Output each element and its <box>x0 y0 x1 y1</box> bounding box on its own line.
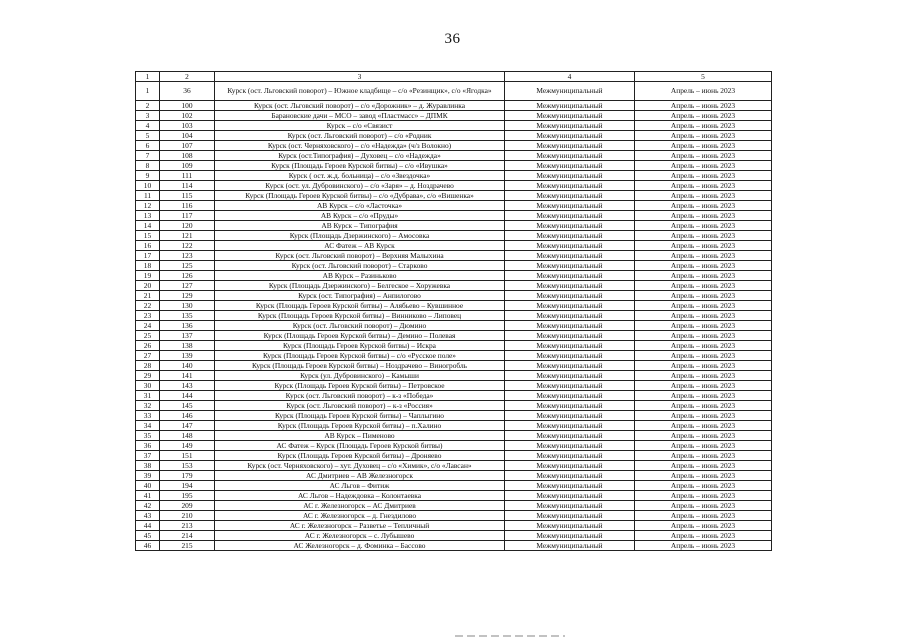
route-name-cell: Курск (ост. Льговский поворот) – Старково <box>215 261 505 271</box>
route-number-cell: 129 <box>160 291 215 301</box>
route-type-cell: Межмуниципальный <box>505 541 635 551</box>
period-cell: Апрель – июнь 2023 <box>635 541 772 551</box>
route-type-cell: Межмуниципальный <box>505 251 635 261</box>
table-row <box>136 411 772 421</box>
route-number-cell: 123 <box>160 251 215 261</box>
period-cell: Апрель – июнь 2023 <box>635 481 772 491</box>
route-type-cell: Межмуниципальный <box>505 291 635 301</box>
table-row <box>136 441 772 451</box>
routes-table <box>135 71 772 551</box>
route-name-cell: Курск (ост.Типография) – Духовец – с/о «Надежда» <box>215 151 505 161</box>
route-type-cell: Межмуниципальный <box>505 271 635 281</box>
route-type-cell: Межмуниципальный <box>505 82 635 101</box>
route-number-cell: 143 <box>160 381 215 391</box>
table-row <box>136 311 772 321</box>
table-row <box>136 111 772 121</box>
route-type-cell: Межмуниципальный <box>505 361 635 371</box>
period-cell: Апрель – июнь 2023 <box>635 511 772 521</box>
route-type-cell: Межмуниципальный <box>505 421 635 431</box>
row-number-cell: 2 <box>136 101 160 111</box>
route-type-cell: Межмуниципальный <box>505 221 635 231</box>
route-type-cell: Межмуниципальный <box>505 441 635 451</box>
table-row <box>136 341 772 351</box>
route-type-cell: Межмуниципальный <box>505 411 635 421</box>
table-row <box>136 471 772 481</box>
period-cell: Апрель – июнь 2023 <box>635 401 772 411</box>
route-number-cell: 210 <box>160 511 215 521</box>
table-row <box>136 381 772 391</box>
route-number-cell: 138 <box>160 341 215 351</box>
route-type-cell: Межмуниципальный <box>505 471 635 481</box>
table-row <box>136 131 772 141</box>
table-row <box>136 431 772 441</box>
row-number-cell: 15 <box>136 231 160 241</box>
table-row <box>136 231 772 241</box>
column-header-route-name: 3 <box>215 72 505 82</box>
period-cell: Апрель – июнь 2023 <box>635 211 772 221</box>
row-number-cell: 41 <box>136 491 160 501</box>
route-number-cell: 195 <box>160 491 215 501</box>
route-type-cell: Межмуниципальный <box>505 331 635 341</box>
row-number-cell: 9 <box>136 171 160 181</box>
period-cell: Апрель – июнь 2023 <box>635 261 772 271</box>
route-name-cell: АВ Курск – с/о «Ласточка» <box>215 201 505 211</box>
route-number-cell: 116 <box>160 201 215 211</box>
period-cell: Апрель – июнь 2023 <box>635 451 772 461</box>
route-name-cell: АС Льгов – Надеждовка – Колонтаевка <box>215 491 505 501</box>
route-number-cell: 135 <box>160 311 215 321</box>
period-cell: Апрель – июнь 2023 <box>635 361 772 371</box>
row-number-cell: 14 <box>136 221 160 231</box>
table-row <box>136 531 772 541</box>
period-cell: Апрель – июнь 2023 <box>635 331 772 341</box>
table-row <box>136 181 772 191</box>
route-name-cell: Курск (Площадь Героев Курской битвы) – Ноздрачево – Виногробль <box>215 361 505 371</box>
route-number-cell: 146 <box>160 411 215 421</box>
period-cell: Апрель – июнь 2023 <box>635 371 772 381</box>
route-number-cell: 102 <box>160 111 215 121</box>
route-name-cell: Курск (Площадь Дзержинского) – Амосовка <box>215 231 505 241</box>
table-row <box>136 461 772 471</box>
column-header-route-type: 4 <box>505 72 635 82</box>
row-number-cell: 20 <box>136 281 160 291</box>
route-type-cell: Межмуниципальный <box>505 241 635 251</box>
route-name-cell: АС Фатеж – АВ Курск <box>215 241 505 251</box>
route-type-cell: Межмуниципальный <box>505 501 635 511</box>
route-type-cell: Межмуниципальный <box>505 311 635 321</box>
table-row <box>136 371 772 381</box>
route-name-cell: Барановские дачи – МСО – завод «Пластмасс» – ДПМК <box>215 111 505 121</box>
row-number-cell: 38 <box>136 461 160 471</box>
period-cell: Апрель – июнь 2023 <box>635 101 772 111</box>
row-number-cell: 44 <box>136 521 160 531</box>
row-number-cell: 36 <box>136 441 160 451</box>
route-type-cell: Межмуниципальный <box>505 121 635 131</box>
route-number-cell: 140 <box>160 361 215 371</box>
route-name-cell: АС Дмитриев – АВ Железногорск <box>215 471 505 481</box>
route-name-cell: Курск (ост. Льговский поворот) – Южное кладбище – с/о «Резинщик», с/о «Ягодка» <box>215 82 505 101</box>
route-type-cell: Межмуниципальный <box>505 231 635 241</box>
row-number-cell: 32 <box>136 401 160 411</box>
table-row <box>136 241 772 251</box>
route-number-cell: 149 <box>160 441 215 451</box>
route-name-cell: Курск (Площадь Дзержинского) – Белгеское – Хоружевка <box>215 281 505 291</box>
route-number-cell: 147 <box>160 421 215 431</box>
route-name-cell: АС г. Железногорск – АС Дмитриев <box>215 501 505 511</box>
route-name-cell: Курск (ост. Черняховского) – с/о «Надежда» (ч/з Волокно) <box>215 141 505 151</box>
period-cell: Апрель – июнь 2023 <box>635 501 772 511</box>
route-number-cell: 108 <box>160 151 215 161</box>
table-row <box>136 121 772 131</box>
table-row <box>136 401 772 411</box>
route-name-cell: Курск (Площадь Героев Курской битвы) – Искра <box>215 341 505 351</box>
route-name-cell: Курск (Площадь Героев Курской битвы) – Винниково – Липовец <box>215 311 505 321</box>
row-number-cell: 13 <box>136 211 160 221</box>
page-number: 36 <box>444 31 461 47</box>
route-type-cell: Межмуниципальный <box>505 371 635 381</box>
route-number-cell: 107 <box>160 141 215 151</box>
route-number-cell: 137 <box>160 331 215 341</box>
row-number-cell: 7 <box>136 151 160 161</box>
row-number-cell: 39 <box>136 471 160 481</box>
row-number-cell: 29 <box>136 371 160 381</box>
route-type-cell: Межмуниципальный <box>505 201 635 211</box>
row-number-cell: 5 <box>136 131 160 141</box>
table-row <box>136 141 772 151</box>
route-number-cell: 130 <box>160 301 215 311</box>
table-row <box>136 351 772 361</box>
row-number-cell: 3 <box>136 111 160 121</box>
route-name-cell: Курск (Площадь Героев Курской битвы) – с/о «Русское поле» <box>215 351 505 361</box>
period-cell: Апрель – июнь 2023 <box>635 391 772 401</box>
route-number-cell: 109 <box>160 161 215 171</box>
route-number-cell: 114 <box>160 181 215 191</box>
row-number-cell: 24 <box>136 321 160 331</box>
table-row <box>136 281 772 291</box>
period-cell: Апрель – июнь 2023 <box>635 231 772 241</box>
row-number-cell: 6 <box>136 141 160 151</box>
row-number-cell: 27 <box>136 351 160 361</box>
route-type-cell: Межмуниципальный <box>505 491 635 501</box>
period-cell: Апрель – июнь 2023 <box>635 431 772 441</box>
route-number-cell: 125 <box>160 261 215 271</box>
route-type-cell: Межмуниципальный <box>505 191 635 201</box>
route-name-cell: Курск (Площадь Героев Курской битвы) – Алябьево – Кувшинное <box>215 301 505 311</box>
route-number-cell: 209 <box>160 501 215 511</box>
period-cell: Апрель – июнь 2023 <box>635 461 772 471</box>
period-cell: Апрель – июнь 2023 <box>635 151 772 161</box>
route-number-cell: 36 <box>160 82 215 101</box>
period-cell: Апрель – июнь 2023 <box>635 191 772 201</box>
period-cell: Апрель – июнь 2023 <box>635 321 772 331</box>
route-number-cell: 103 <box>160 121 215 131</box>
period-cell: Апрель – июнь 2023 <box>635 201 772 211</box>
table-row <box>136 511 772 521</box>
route-name-cell: Курск (Площадь Героев Курской битвы) – с/о «Ивушка» <box>215 161 505 171</box>
table-row <box>136 251 772 261</box>
row-number-cell: 17 <box>136 251 160 261</box>
route-name-cell: Курск – с/о «Связист <box>215 121 505 131</box>
row-number-cell: 43 <box>136 511 160 521</box>
route-number-cell: 214 <box>160 531 215 541</box>
period-cell: Апрель – июнь 2023 <box>635 471 772 481</box>
route-type-cell: Межмуниципальный <box>505 341 635 351</box>
route-name-cell: Курск (ост. Льговский поворот) – к-з «Россия» <box>215 401 505 411</box>
table-row <box>136 221 772 231</box>
route-number-cell: 141 <box>160 371 215 381</box>
period-cell: Апрель – июнь 2023 <box>635 351 772 361</box>
route-type-cell: Межмуниципальный <box>505 391 635 401</box>
period-cell: Апрель – июнь 2023 <box>635 271 772 281</box>
route-number-cell: 117 <box>160 211 215 221</box>
row-number-cell: 33 <box>136 411 160 421</box>
column-header-route-number: 2 <box>160 72 215 82</box>
table-row <box>136 291 772 301</box>
row-number-cell: 10 <box>136 181 160 191</box>
period-cell: Апрель – июнь 2023 <box>635 161 772 171</box>
table-row <box>136 481 772 491</box>
period-cell: Апрель – июнь 2023 <box>635 441 772 451</box>
route-number-cell: 151 <box>160 451 215 461</box>
row-number-cell: 40 <box>136 481 160 491</box>
route-type-cell: Межмуниципальный <box>505 171 635 181</box>
route-number-cell: 127 <box>160 281 215 291</box>
table-row <box>136 191 772 201</box>
route-type-cell: Межмуниципальный <box>505 261 635 271</box>
route-type-cell: Межмуниципальный <box>505 111 635 121</box>
route-type-cell: Межмуниципальный <box>505 181 635 191</box>
route-name-cell: Курск (ост. Черняховского) – хут. Духовец – с/о «Химик», с/о «Лавсан» <box>215 461 505 471</box>
period-cell: Апрель – июнь 2023 <box>635 381 772 391</box>
route-number-cell: 115 <box>160 191 215 201</box>
period-cell: Апрель – июнь 2023 <box>635 301 772 311</box>
row-number-cell: 8 <box>136 161 160 171</box>
route-number-cell: 100 <box>160 101 215 111</box>
route-number-cell: 194 <box>160 481 215 491</box>
table-row <box>136 331 772 341</box>
route-name-cell: Курск (ост. Льговский поворот) – Верхняя Малыхина <box>215 251 505 261</box>
period-cell: Апрель – июнь 2023 <box>635 171 772 181</box>
table-row <box>136 171 772 181</box>
route-type-cell: Межмуниципальный <box>505 161 635 171</box>
route-number-cell: 144 <box>160 391 215 401</box>
period-cell: Апрель – июнь 2023 <box>635 411 772 421</box>
route-type-cell: Межмуниципальный <box>505 321 635 331</box>
route-name-cell: Курск (ост. ул. Дубровинского) – с/о «Заря» – д. Ноздрачево <box>215 181 505 191</box>
table-header-row <box>136 72 772 82</box>
route-name-cell: АС г. Железногорск – д. Гнездилово <box>215 511 505 521</box>
table-row <box>136 151 772 161</box>
period-cell: Апрель – июнь 2023 <box>635 341 772 351</box>
row-number-cell: 18 <box>136 261 160 271</box>
route-name-cell: Курск (ост. Льговский поворот) – с/о «Дорожник» – д. Журавлинка <box>215 101 505 111</box>
row-number-cell: 1 <box>136 82 160 101</box>
route-number-cell: 104 <box>160 131 215 141</box>
route-type-cell: Межмуниципальный <box>505 151 635 161</box>
table-row <box>136 101 772 111</box>
route-type-cell: Межмуниципальный <box>505 401 635 411</box>
table-row <box>136 271 772 281</box>
route-type-cell: Межмуниципальный <box>505 431 635 441</box>
route-type-cell: Межмуниципальный <box>505 141 635 151</box>
row-number-cell: 4 <box>136 121 160 131</box>
table-row <box>136 211 772 221</box>
table-row <box>136 501 772 511</box>
route-name-cell: АВ Курск – Пименово <box>215 431 505 441</box>
route-name-cell: Курск (ул. Дубровинского) – Камыши <box>215 371 505 381</box>
period-cell: Апрель – июнь 2023 <box>635 221 772 231</box>
route-name-cell: Курск (Площадь Героев Курской битвы) – Петровское <box>215 381 505 391</box>
route-number-cell: 136 <box>160 321 215 331</box>
row-number-cell: 11 <box>136 191 160 201</box>
route-number-cell: 148 <box>160 431 215 441</box>
table-row <box>136 82 772 101</box>
route-name-cell: Курск (Площадь Героев Курской битвы) – Демино – Полевая <box>215 331 505 341</box>
route-name-cell: АС Льгов – Фитиж <box>215 481 505 491</box>
route-number-cell: 122 <box>160 241 215 251</box>
route-name-cell: Курск (ост. Льговский поворот) – с/о «Родник <box>215 131 505 141</box>
period-cell: Апрель – июнь 2023 <box>635 181 772 191</box>
row-number-cell: 28 <box>136 361 160 371</box>
table-row <box>136 321 772 331</box>
row-number-cell: 45 <box>136 531 160 541</box>
route-type-cell: Межмуниципальный <box>505 101 635 111</box>
period-cell: Апрель – июнь 2023 <box>635 82 772 101</box>
period-cell: Апрель – июнь 2023 <box>635 281 772 291</box>
period-cell: Апрель – июнь 2023 <box>635 251 772 261</box>
route-type-cell: Межмуниципальный <box>505 281 635 291</box>
table-row <box>136 261 772 271</box>
scan-artifact-line <box>455 635 565 637</box>
route-name-cell: Курск (Площадь Героев Курской битвы) – п.Халино <box>215 421 505 431</box>
column-header-period: 5 <box>635 72 772 82</box>
route-name-cell: Курск ( ост. ж.д. больница) – с/о «Звездочка» <box>215 171 505 181</box>
period-cell: Апрель – июнь 2023 <box>635 241 772 251</box>
table-row <box>136 361 772 371</box>
table-row <box>136 521 772 531</box>
route-number-cell: 121 <box>160 231 215 241</box>
route-type-cell: Межмуниципальный <box>505 531 635 541</box>
route-type-cell: Межмуниципальный <box>505 481 635 491</box>
route-number-cell: 126 <box>160 271 215 281</box>
period-cell: Апрель – июнь 2023 <box>635 521 772 531</box>
route-name-cell: Курск (Площадь Героев Курской битвы) – Чаплыгино <box>215 411 505 421</box>
route-name-cell: Курск (ост. Льговский поворот) – к-з «Победа» <box>215 391 505 401</box>
route-name-cell: АВ Курск – с/о «Пруды» <box>215 211 505 221</box>
route-number-cell: 120 <box>160 221 215 231</box>
row-number-cell: 26 <box>136 341 160 351</box>
route-type-cell: Межмуниципальный <box>505 301 635 311</box>
period-cell: Апрель – июнь 2023 <box>635 311 772 321</box>
route-type-cell: Межмуниципальный <box>505 521 635 531</box>
route-number-cell: 213 <box>160 521 215 531</box>
route-name-cell: АВ Курск – Разиньково <box>215 271 505 281</box>
table-row <box>136 301 772 311</box>
route-type-cell: Межмуниципальный <box>505 461 635 471</box>
row-number-cell: 37 <box>136 451 160 461</box>
route-type-cell: Межмуниципальный <box>505 211 635 221</box>
period-cell: Апрель – июнь 2023 <box>635 421 772 431</box>
table-row <box>136 491 772 501</box>
routes-table-body <box>136 72 772 551</box>
row-number-cell: 22 <box>136 301 160 311</box>
column-header-number: 1 <box>136 72 160 82</box>
row-number-cell: 42 <box>136 501 160 511</box>
route-type-cell: Межмуниципальный <box>505 351 635 361</box>
route-number-cell: 111 <box>160 171 215 181</box>
route-number-cell: 145 <box>160 401 215 411</box>
row-number-cell: 31 <box>136 391 160 401</box>
period-cell: Апрель – июнь 2023 <box>635 131 772 141</box>
route-type-cell: Межмуниципальный <box>505 381 635 391</box>
row-number-cell: 35 <box>136 431 160 441</box>
route-name-cell: АС г. Железногорск – с. Лубышево <box>215 531 505 541</box>
route-name-cell: Курск (ост. Типография) – Анпилогово <box>215 291 505 301</box>
row-number-cell: 16 <box>136 241 160 251</box>
route-name-cell: АС Фатеж – Курск (Площадь Героев Курской битвы) <box>215 441 505 451</box>
table-row <box>136 201 772 211</box>
row-number-cell: 12 <box>136 201 160 211</box>
route-name-cell: АВ Курск – Типография <box>215 221 505 231</box>
route-name-cell: АС г. Железногорск – Разветье – Тепличный <box>215 521 505 531</box>
period-cell: Апрель – июнь 2023 <box>635 121 772 131</box>
period-cell: Апрель – июнь 2023 <box>635 491 772 501</box>
route-name-cell: Курск (Площадь Героев Курской битвы) – с/о «Дубрава», с/о «Вишенка» <box>215 191 505 201</box>
route-name-cell: Курск (Площадь Героев Курской битвы) – Дроняево <box>215 451 505 461</box>
table-row <box>136 421 772 431</box>
row-number-cell: 19 <box>136 271 160 281</box>
row-number-cell: 34 <box>136 421 160 431</box>
period-cell: Апрель – июнь 2023 <box>635 111 772 121</box>
row-number-cell: 23 <box>136 311 160 321</box>
row-number-cell: 21 <box>136 291 160 301</box>
period-cell: Апрель – июнь 2023 <box>635 141 772 151</box>
table-row <box>136 451 772 461</box>
period-cell: Апрель – июнь 2023 <box>635 291 772 301</box>
route-number-cell: 179 <box>160 471 215 481</box>
row-number-cell: 30 <box>136 381 160 391</box>
route-name-cell: Курск (ост. Льговский поворот) – Дюмино <box>215 321 505 331</box>
table-row <box>136 391 772 401</box>
route-name-cell: АС Железногорск – д. Фоминка – Бассово <box>215 541 505 551</box>
route-type-cell: Межмуниципальный <box>505 451 635 461</box>
table-row <box>136 161 772 171</box>
route-number-cell: 153 <box>160 461 215 471</box>
route-type-cell: Межмуниципальный <box>505 131 635 141</box>
table-row <box>136 541 772 551</box>
row-number-cell: 46 <box>136 541 160 551</box>
period-cell: Апрель – июнь 2023 <box>635 531 772 541</box>
row-number-cell: 25 <box>136 331 160 341</box>
route-type-cell: Межмуниципальный <box>505 511 635 521</box>
route-number-cell: 215 <box>160 541 215 551</box>
route-number-cell: 139 <box>160 351 215 361</box>
